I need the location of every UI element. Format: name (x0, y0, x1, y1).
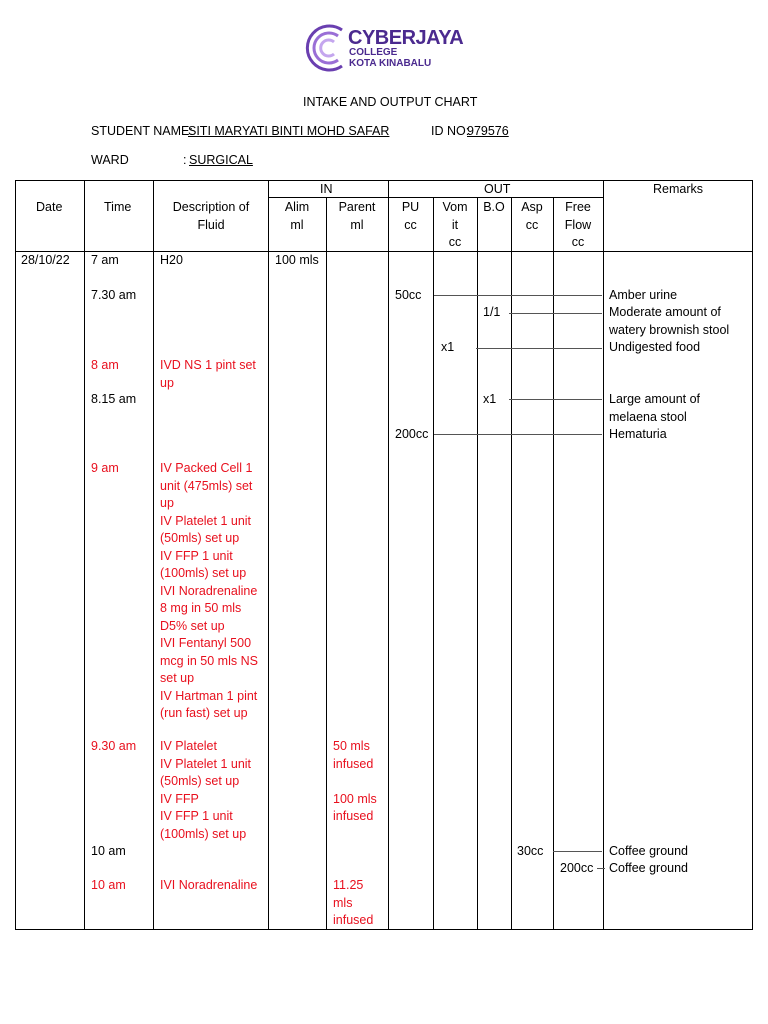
header-remarks: Remarks (653, 182, 704, 196)
entry-time: 9 am (91, 461, 119, 475)
entry-description: H20 (160, 253, 183, 267)
header-description: Description of Fluid (172, 200, 250, 232)
entry-time: 7.30 am (91, 288, 137, 302)
logo-sub-college: COLLEGE (349, 47, 398, 58)
entry-parent: 50 mls infused 100 mls infused (333, 739, 377, 823)
entry-remark: Coffee ground (609, 844, 688, 858)
entry-date: 28/10/22 (21, 253, 70, 267)
header-bo: B.O (483, 200, 505, 214)
id-value: 979576 (467, 124, 509, 138)
entry-time: 8 am (91, 358, 119, 372)
header-pu: PU cc (401, 200, 420, 232)
logo-mark-icon (302, 22, 348, 74)
logo-sub-location: KOTA KINABALU (349, 58, 432, 69)
ward-colon: : (183, 153, 187, 167)
entry-time: 8.15 am (91, 392, 137, 406)
entry-time: 10 am (91, 844, 126, 858)
document-title: INTAKE AND OUTPUT CHART (303, 95, 478, 109)
entry-remark: Coffee ground (609, 861, 688, 875)
entry-remark: Moderate amount of watery brownish stool (609, 305, 730, 337)
id-label: ID NO: (431, 124, 470, 138)
header-date: Date (36, 200, 63, 214)
entry-bo: 1/1 (483, 305, 501, 319)
header-free-flow: Free Flow cc (564, 200, 592, 249)
ward-label: WARD (91, 153, 129, 167)
logo-name: CYBERJAYA (348, 27, 464, 49)
entry-description: IV Platelet IV Platelet 1 unit (50mls) set up IV FFP IV FFP 1 unit (100mls) set up (160, 739, 252, 841)
entry-parent: 11.25 mls infused (333, 878, 374, 927)
entry-pu: 200cc (395, 427, 429, 441)
entry-bo: x1 (483, 392, 497, 406)
entry-remark: Amber urine (609, 288, 678, 302)
student-name-label: STUDENT NAME: (91, 124, 193, 138)
entry-time: 10 am (91, 878, 126, 892)
entry-description: IV Packed Cell 1 unit (475mls) set up IV Platelet 1 unit (50mls) set up IV FFP 1 unit (100mls) set up IVI Noradrenaline 8 mg in 50 mls D5% set up IVI Fentanyl 500 mcg in 50 mls NS set up IV Hartman 1 pint (run fast) set up (160, 461, 258, 720)
entry-time: 7 am (91, 253, 119, 267)
entry-remark: Hematuria (609, 427, 667, 441)
entry-remark: Large amount of melaena stool (609, 392, 701, 424)
student-name-value: SITI MARYATI BINTI MOHD SAFAR (188, 124, 390, 138)
entry-free-flow: 200cc (560, 861, 594, 875)
header-asp: Asp cc (521, 200, 543, 232)
entry-pu: 50cc (395, 288, 422, 302)
header-parent: Parent ml (338, 200, 376, 232)
entry-description: IVI Noradrenaline (160, 878, 258, 892)
header-time: Time (104, 200, 132, 214)
entry-description: IVD NS 1 pint set up (160, 358, 256, 390)
entry-time: 9.30 am (91, 739, 137, 753)
header-vomit: Vom it cc (442, 200, 468, 249)
entry-vomit: x1 (441, 340, 455, 354)
entry-remark: Undigested food (609, 340, 701, 354)
ward-value: SURGICAL (189, 153, 253, 167)
header-out: OUT (484, 182, 511, 196)
header-alim: Alim ml (284, 200, 310, 232)
entry-asp: 30cc (517, 844, 544, 858)
entry-alim: 100 mls (275, 253, 319, 267)
header-in: IN (320, 182, 333, 196)
